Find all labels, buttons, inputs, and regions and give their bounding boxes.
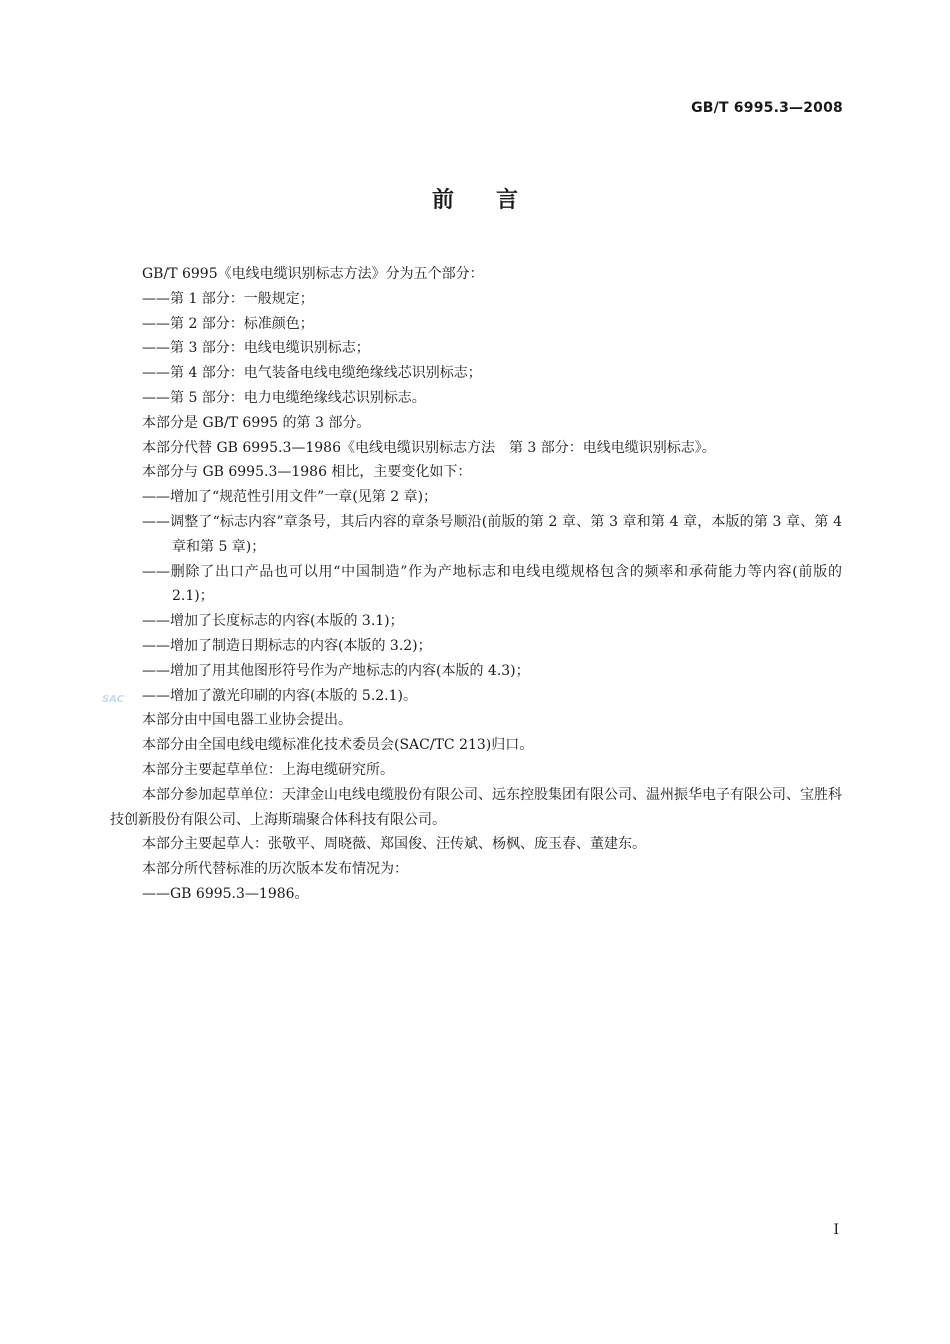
drafters-paragraph: 本部分主要起草人：张敬平、周晓薇、郑国俊、汪传斌、杨枫、庞玉春、董建东。: [142, 836, 646, 853]
participants-paragraph: 本部分参加起草单位：天津金山电线电缆股份有限公司、远东控股集团有限公司、温州振华电子有限公司、宝胜科技创新股份有限公司、上海斯瑞聚合体科技有限公司。: [110, 786, 842, 828]
part-item-5: ——第 5 部分：电力电缆绝缘线芯识别标志。: [142, 389, 426, 406]
change-item-4: ——增加了长度标志的内容(本版的 3.1)；: [142, 613, 404, 630]
page-title: 前言: [431, 188, 560, 213]
changes-paragraph: 本部分与 GB 6995.3—1986 相比，主要变化如下：: [142, 464, 472, 481]
change-item-7: ——增加了激光印刷的内容(本版的 5.2.1)。: [142, 687, 417, 704]
part-item-2: ——第 2 部分：标准颜色；: [142, 315, 314, 332]
part-item-3: ——第 3 部分：电线电缆识别标志；: [142, 340, 370, 357]
this-part-paragraph: 本部分是 GB/T 6995 的第 3 部分。: [142, 414, 371, 431]
history-item-1: ——GB 6995.3—1986。: [142, 885, 309, 902]
standard-code: GB/T 6995.3—2008: [691, 100, 843, 116]
part-item-4: ——第 4 部分：电气装备电线电缆绝缘线芯识别标志；: [142, 365, 482, 382]
part-item-1: ——第 1 部分：一般规定；: [142, 290, 314, 307]
main-unit-paragraph: 本部分主要起草单位：上海电缆研究所。: [142, 761, 394, 778]
proposed-paragraph: 本部分由中国电器工业协会提出。: [142, 712, 352, 729]
intro-paragraph: GB/T 6995《电线电缆识别标志方法》分为五个部分：: [142, 266, 484, 282]
foreword-body: [110, 262, 842, 907]
replaces-paragraph: 本部分代替 GB 6995.3—1986《电线电缆识别标志方法 第 3 部分：电线电缆识别标志》。: [142, 439, 716, 456]
change-item-2: ——调整了“标志内容”章条号，其后内容的章条号顺沿(前版的第 2 章、第 3 章和第 4 章，本版的第 3 章、第 4 章和第 5 章)；: [142, 513, 842, 555]
change-item-1: ——增加了“规范性引用文件”一章(见第 2 章)；: [142, 489, 438, 506]
sac-watermark-logo: SAC: [102, 694, 124, 705]
change-item-3: ——删除了出口产品也可以用“中国制造”作为产地标志和电线电缆规格包含的频率和承荷能力等内容(前版的 2.1)；: [142, 563, 842, 605]
change-item-6: ——增加了用其他图形符号作为产地标志的内容(本版的 4.3)；: [142, 662, 530, 679]
centralized-paragraph: 本部分由全国电线电缆标准化技术委员会(SAC/TC 213)归口。: [142, 737, 534, 754]
page-number: I: [833, 1222, 839, 1238]
history-paragraph: 本部分所代替标准的历次版本发布情况为：: [142, 861, 408, 878]
change-item-5: ——增加了制造日期标志的内容(本版的 3.2)；: [142, 637, 432, 654]
